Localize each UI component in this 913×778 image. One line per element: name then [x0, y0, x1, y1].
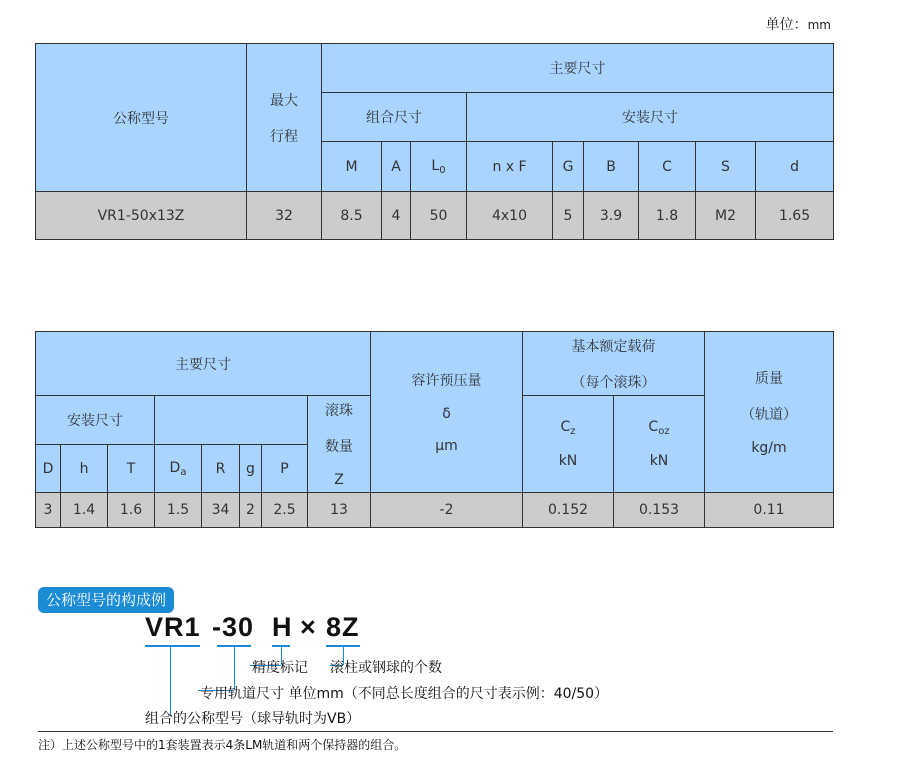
header-Coz: $C_{oz}$ kN	[614, 396, 705, 493]
cell-A: 4	[382, 192, 411, 240]
header-S: S	[696, 142, 756, 192]
label-length: 专用轨道尺寸 单位mm（不同总长度组合的尺寸表示例：40/50）	[200, 686, 609, 702]
header-h: h	[61, 445, 108, 493]
underline-series	[145, 645, 200, 647]
note-divider	[38, 731, 833, 732]
cell-T: 1.6	[108, 493, 155, 528]
cell-g: 2	[240, 493, 262, 528]
label-series: 组合的公称型号（球导轨时为VB）	[145, 711, 361, 727]
header-d: d	[756, 142, 834, 192]
header-main-dimensions: 主要尺寸	[36, 332, 371, 396]
cell-G: 5	[553, 192, 584, 240]
header-D: D	[36, 445, 61, 493]
cell-P: 2.5	[262, 493, 308, 528]
cell-d: 1.65	[756, 192, 834, 240]
label-count: 滚柱或钢球的个数	[330, 660, 442, 676]
cell-C: 1.8	[639, 192, 696, 240]
cell-mass: 0.11	[705, 493, 834, 528]
cell-S: M2	[696, 192, 756, 240]
cell-stroke: 32	[247, 192, 322, 240]
code-times: ×	[300, 612, 317, 642]
header-mount-dimensions: 安装尺寸	[36, 396, 155, 445]
header-C: C	[639, 142, 696, 192]
example-title: 公称型号的构成例	[38, 587, 174, 613]
header-Da: $D_a$	[155, 445, 202, 493]
cell-M: 8.5	[322, 192, 382, 240]
cell-model: VR1-50x13Z	[36, 192, 247, 240]
cell-Z: 13	[308, 493, 371, 528]
cell-preload: -2	[371, 493, 523, 528]
header-G: G	[553, 142, 584, 192]
cell-Da: 1.5	[155, 493, 202, 528]
leader-series	[170, 647, 171, 715]
header-preload: 容许预压量 δ μm	[371, 332, 523, 493]
header-P: P	[262, 445, 308, 493]
header-R: R	[202, 445, 240, 493]
code-count: 8Z	[326, 612, 360, 642]
unit-label: 单位：mm	[765, 17, 831, 33]
header-model: 公称型号	[36, 44, 247, 192]
cell-Cz: 0.152	[523, 493, 614, 528]
cell-Coz: 0.153	[614, 493, 705, 528]
label-grade: 精度标记	[252, 660, 308, 676]
header-A: A	[382, 142, 411, 192]
header-assembly-dimensions: 组合尺寸	[322, 93, 467, 142]
header-L0: $L_0$	[411, 142, 467, 192]
header-M: M	[322, 142, 382, 192]
header-mount-dimensions: 安装尺寸	[467, 93, 834, 142]
code-series: VR1	[145, 612, 201, 642]
header-mass: 质量 （轨道） kg/m	[705, 332, 834, 493]
dimensions-table-1	[35, 43, 834, 240]
table-row	[36, 493, 834, 528]
header-nxF: n x F	[467, 142, 553, 192]
cell-h: 1.4	[61, 493, 108, 528]
footnote: 注）上述公称型号中的1套装置表示4条LM轨道和两个保持器的组合。	[38, 738, 407, 752]
cell-L0: 50	[411, 192, 467, 240]
table-row	[36, 192, 834, 240]
header-ball-count: 滚珠 数量 Z	[308, 396, 371, 493]
header-T: T	[108, 445, 155, 493]
header-main-dimensions: 主要尺寸	[322, 44, 834, 93]
cell-nxF: 4x10	[467, 192, 553, 240]
code-length: -30	[212, 612, 255, 642]
header-g: g	[240, 445, 262, 493]
header-blank	[155, 396, 308, 445]
dimensions-table-2	[35, 331, 834, 528]
code-grade: H	[272, 612, 293, 642]
cell-D: 3	[36, 493, 61, 528]
header-Cz: $C_z$ kN	[523, 396, 614, 493]
header-load-rating: 基本额定载荷 （每个滚珠）	[523, 332, 705, 396]
header-max-stroke: 最大 行程	[247, 44, 322, 192]
header-B: B	[584, 142, 639, 192]
cell-R: 34	[202, 493, 240, 528]
cell-B: 3.9	[584, 192, 639, 240]
